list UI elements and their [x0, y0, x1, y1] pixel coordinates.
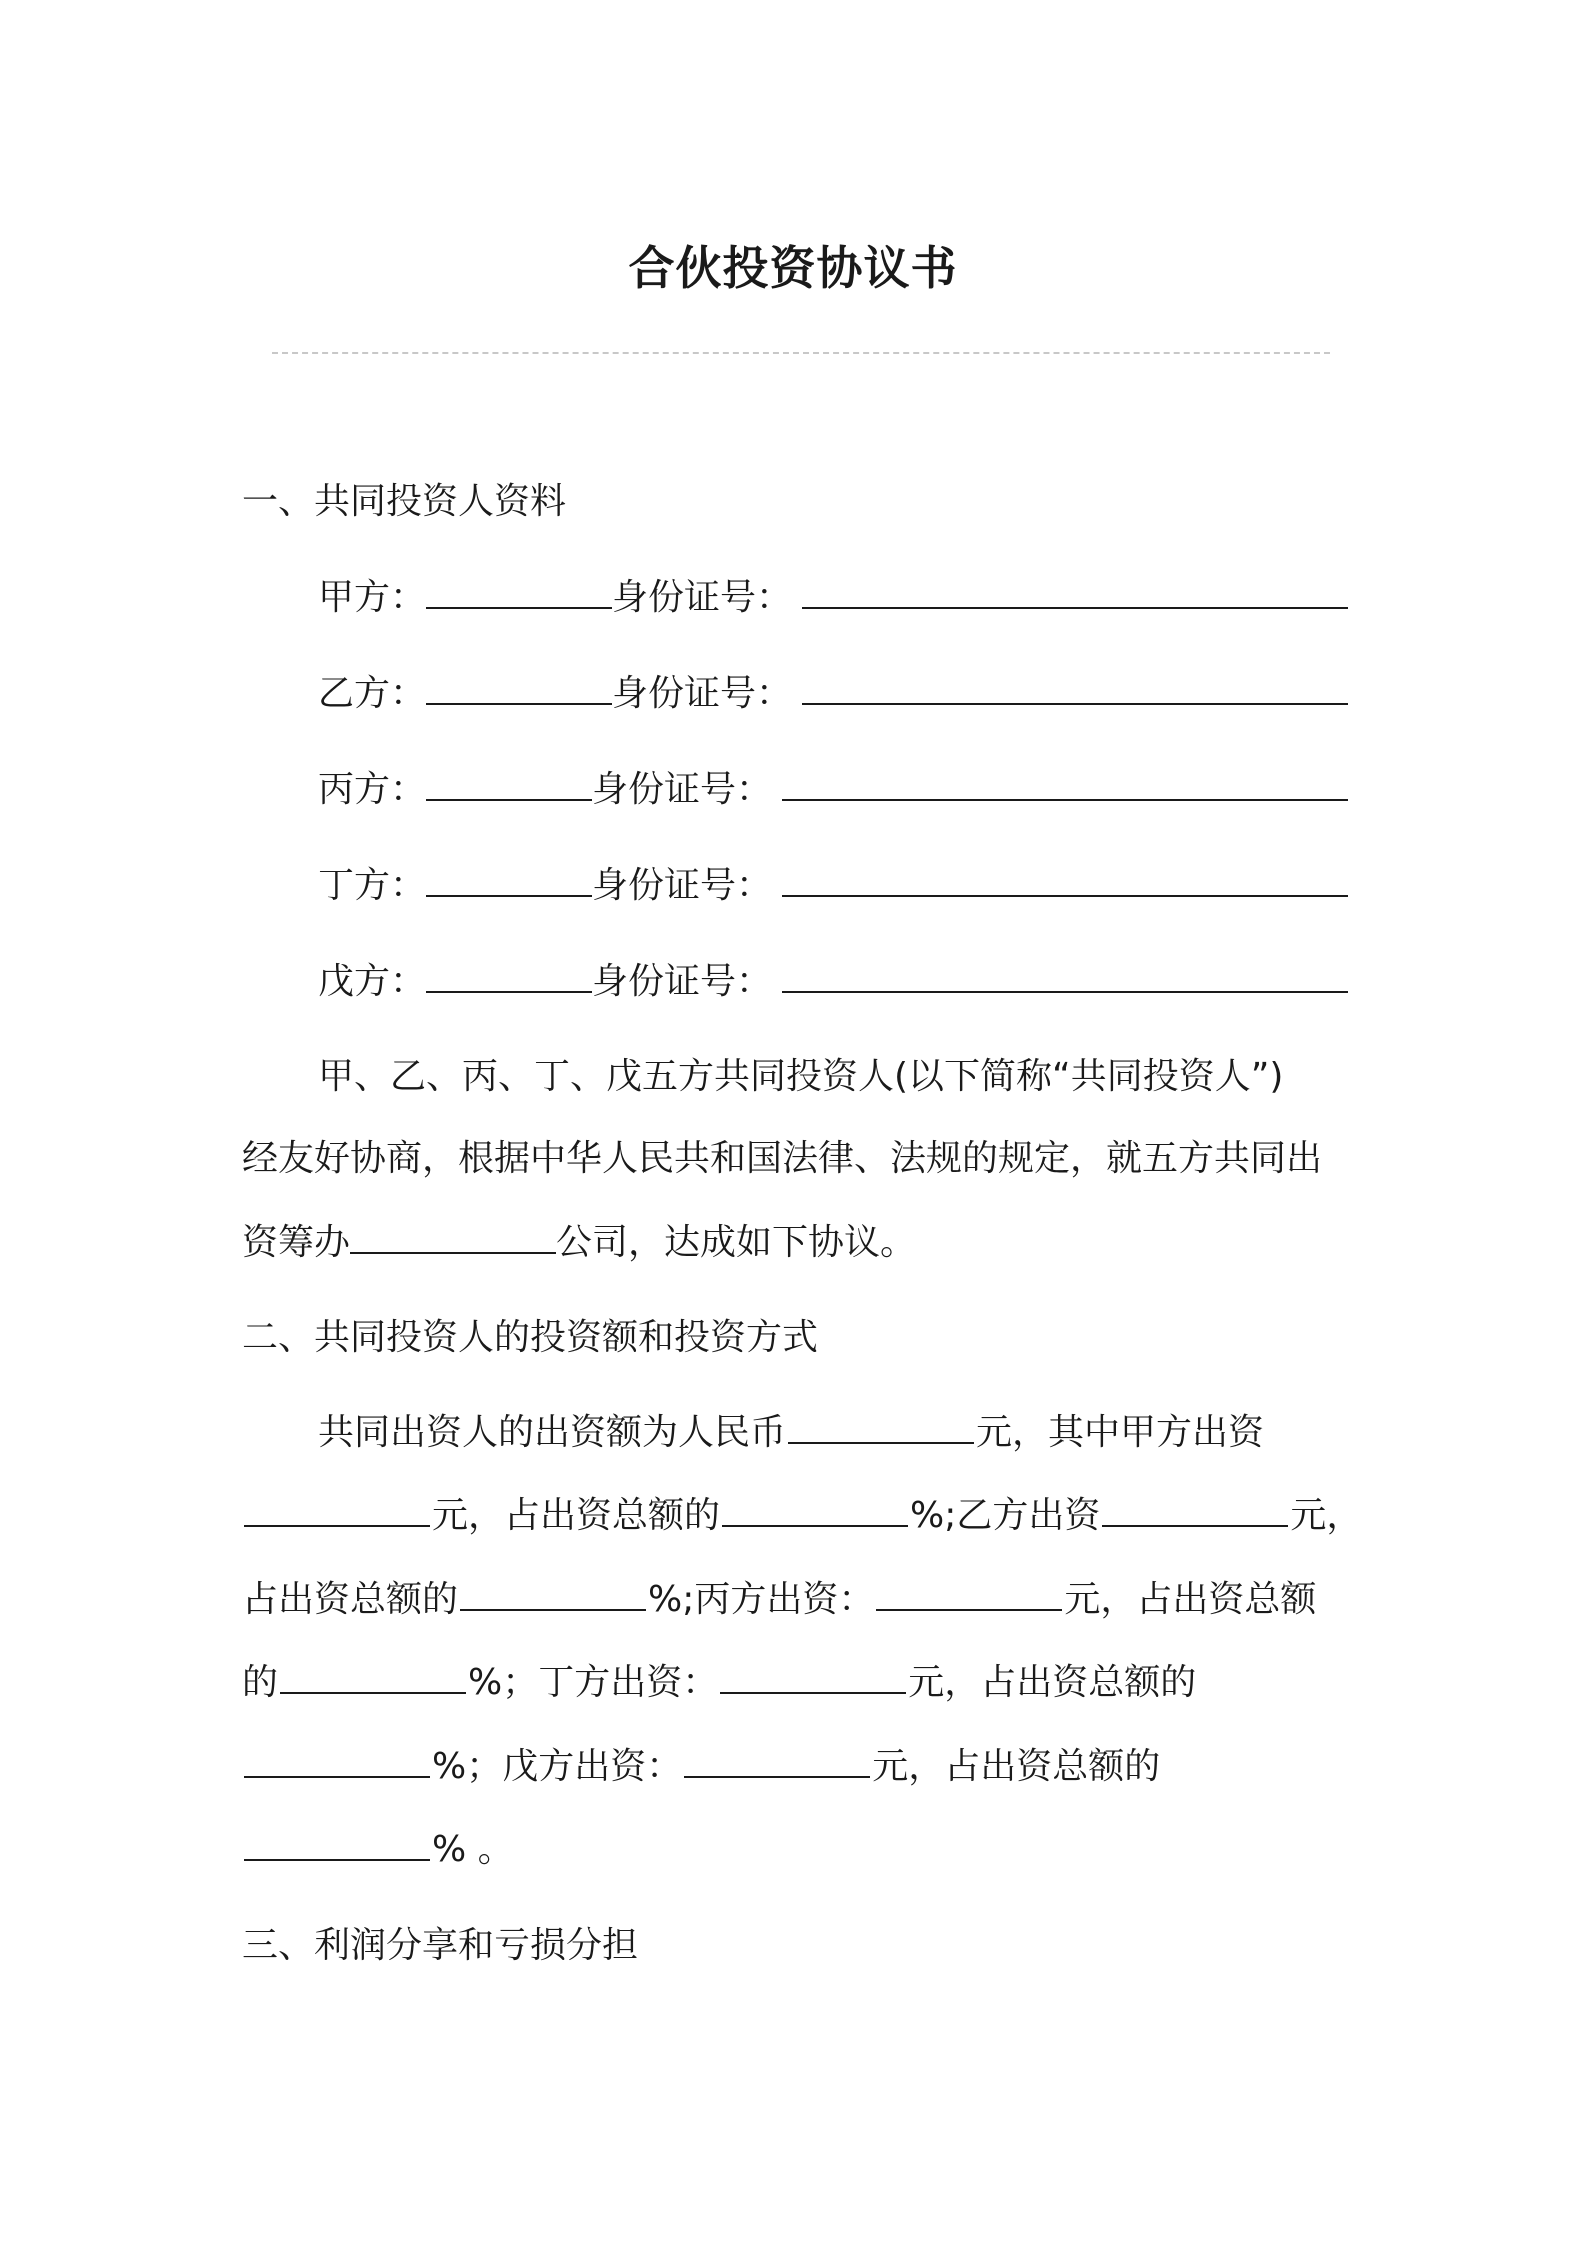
party-row-ding	[318, 861, 1348, 910]
party-label: 丙方：	[318, 769, 427, 810]
id-label: 身份证号：	[592, 865, 773, 906]
investment-text: 元，占出资总额	[1064, 1579, 1317, 1620]
party-e-percent-blank[interactable]	[244, 1829, 430, 1861]
party-row-wu	[318, 957, 1348, 1006]
party-name-blank[interactable]	[426, 573, 612, 609]
total-amount-blank[interactable]	[788, 1412, 974, 1444]
intro-text: 资筹办	[242, 1222, 351, 1263]
party-row-bing	[318, 765, 1348, 814]
party-e-amount-blank[interactable]	[684, 1746, 870, 1778]
id-label: 身份证号：	[612, 577, 793, 618]
investment-line-5	[242, 1743, 1160, 1791]
party-b-amount-blank[interactable]	[1102, 1495, 1288, 1527]
party-b-percent-blank[interactable]	[460, 1579, 646, 1611]
section-2-heading: 二、共同投资人的投资额和投资方式	[242, 1317, 819, 1358]
party-a-percent-blank[interactable]	[722, 1495, 908, 1527]
party-c-percent-blank[interactable]	[280, 1662, 466, 1694]
intro-text: 公司，达成如下协议。	[556, 1222, 917, 1263]
investment-text: %;乙方出资	[910, 1495, 1101, 1536]
investment-text: %；戊方出资：	[432, 1746, 683, 1787]
party-label: 戊方：	[318, 961, 427, 1002]
intro-paragraph-line-1: 甲、乙、丙、丁、戊五方共同投资人(以下简称“共同投资人”)	[318, 1056, 1284, 1097]
party-row-jia	[318, 573, 1348, 622]
investment-text: 元，	[1290, 1495, 1363, 1536]
party-d-amount-blank[interactable]	[720, 1662, 906, 1694]
id-label: 身份证号：	[612, 673, 793, 714]
id-label: 身份证号：	[592, 769, 773, 810]
id-number-blank[interactable]	[782, 861, 1348, 897]
section-3-heading: 三、利润分享和亏损分担	[242, 1925, 639, 1966]
party-d-percent-blank[interactable]	[244, 1746, 430, 1778]
party-a-amount-blank[interactable]	[244, 1495, 430, 1527]
investment-line-2	[242, 1492, 1362, 1540]
party-label: 丁方：	[318, 865, 427, 906]
investment-text: 的	[242, 1662, 279, 1703]
investment-text: 元，占出资总额的	[872, 1746, 1161, 1787]
investment-text: 元，占出资总额的	[908, 1662, 1197, 1703]
party-name-blank[interactable]	[426, 861, 592, 897]
id-number-blank[interactable]	[802, 669, 1348, 705]
investment-line-1	[318, 1409, 1264, 1457]
id-number-blank[interactable]	[782, 957, 1348, 993]
investment-line-3	[242, 1576, 1316, 1624]
investment-text: 元，其中甲方出资	[976, 1412, 1265, 1453]
document-title: 合伙投资协议书	[628, 241, 958, 295]
id-label: 身份证号：	[592, 961, 773, 1002]
intro-paragraph-line-3	[242, 1218, 916, 1267]
party-name-blank[interactable]	[426, 957, 592, 993]
investment-line-4	[242, 1659, 1196, 1707]
investment-text: 占出资总额的	[242, 1579, 459, 1620]
party-row-yi	[318, 669, 1348, 718]
investment-line-6	[242, 1826, 514, 1874]
party-name-blank[interactable]	[426, 765, 592, 801]
title-divider	[272, 352, 1330, 354]
investment-text: 元，占出资总额的	[432, 1495, 721, 1536]
party-label: 甲方：	[318, 577, 427, 618]
party-label: 乙方：	[318, 673, 427, 714]
investment-text: %；丁方出资：	[468, 1662, 719, 1703]
intro-paragraph-line-2: 经友好协商，根据中华人民共和国法律、法规的规定，就五方共同出	[242, 1138, 1323, 1179]
investment-text: %;丙方出资：	[648, 1579, 875, 1620]
investment-text: 共同出资人的出资额为人民币	[318, 1412, 787, 1453]
id-number-blank[interactable]	[782, 765, 1348, 801]
company-name-blank[interactable]	[350, 1218, 556, 1254]
id-number-blank[interactable]	[802, 573, 1348, 609]
party-name-blank[interactable]	[426, 669, 612, 705]
investment-text: % 。	[432, 1829, 514, 1870]
section-1-heading: 一、共同投资人资料	[242, 481, 567, 522]
party-c-amount-blank[interactable]	[876, 1579, 1062, 1611]
